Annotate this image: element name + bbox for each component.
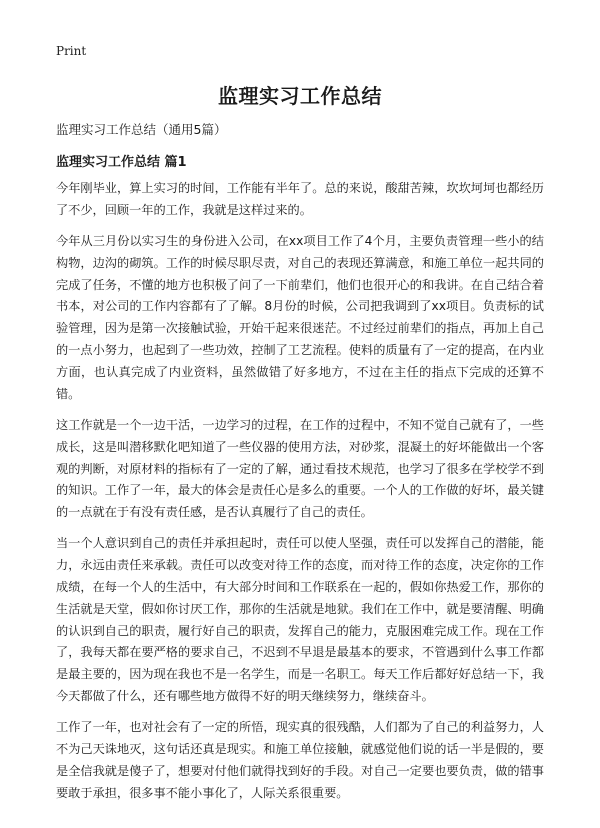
paragraph: 今年刚毕业，算上实习的时间，工作能有半年了。总的来说，酸甜苦辣，坎坎坷坷也都经历了不少，回顾一年的工作，我就是这样过来的。	[56, 181, 544, 217]
paragraph: 工作了一年，也对社会有了一定的所悟，现实真的很残酷，人们都为了自己的利益努力，人不为己天诛地灭，这句话还真是现实。和施工单位接触，就感觉他们说的话一半是假的，要是全信我就是傻子了，想要对付他们就得找到好的手段。对自己一定要也要负责，做的错事要敢于承担，很多事不能小事化了，人际关系很重要。	[56, 720, 544, 800]
article-body	[56, 178, 544, 814]
paragraph: 今年从三月份以实习生的身份进入公司，在xx项目工作了4个月，主要负责管理一些小的结构物，边沟的砌筑。工作的时候尽职尽责，对自己的表现还算满意，和施工单位一起共同的完成了任务，不懂的地方也积极了问了一下前辈们，他们也很开心的和我讲。在自己结合着书本，对公司的工作内容都有了了解。8月份的时候，公司把我调到了xx项目。负责标的试验管理，因为是第一次接触试验，开始干起来很迷茫。不过经过前辈们的指点，再加上自己的一点小努力，也起到了一些功效，控制了工艺流程。使料的质量有了一定的提高，在内业方面，也认真完成了内业资料，虽然做错了好多地方，不过在主任的指点下完成的还算不错。	[56, 234, 544, 401]
section-heading: 监理实习工作总结 篇1	[56, 155, 187, 170]
print-link[interactable]: Print	[56, 44, 87, 58]
paragraph: 这工作就是一个一边干活，一边学习的过程，在工作的过程中，不知不觉自己就有了，一些成长，这是叫潜移默化吧知道了一些仪器的使用方法，对砂浆，混凝土的好坏能做出一个客观的判断，对原材料的指标有了一定的了解，通过看技术规范，也学习了很多在学校学不到的知识。工作了一年，最大的体会是责任心是多么的重要。一个人的工作做的好坏，最关键的一点就在于有没有责任感，是否认真履行了自己的责任。	[56, 417, 544, 520]
document-subtitle: 监理实习工作总结（通用5篇）	[56, 122, 227, 137]
page-title: 监理实习工作总结	[218, 84, 382, 108]
paragraph: 当一个人意识到自己的责任并承担起时，责任可以使人坚强，责任可以发挥自己的潜能，能力，永远由责任来承载。责任可以改变对待工作的态度，而对待工作的态度，决定你的工作成绩，在每一个人的生活中，有大部分时间和工作联系在一起的，假如你热爱工作，那你的生活就是天堂，假如你讨厌工作，那你的生活就是地狱。我们在工作中，就是要清醒、明确的认识到自己的职责，履行好自己的职责，发挥自己的能力，克服困难完成工作。现在工作了，我每天都在要严格的要求自己，不迟到不早退是最基本的要求，不管遇到什么事工作都是最主要的，因为现在我也不是一名学生，而是一名职工。每天工作后都好好总结一下，我今天都做了什么，还有哪些地方做得不好的明天继续努力，继续奋斗。	[56, 536, 544, 704]
